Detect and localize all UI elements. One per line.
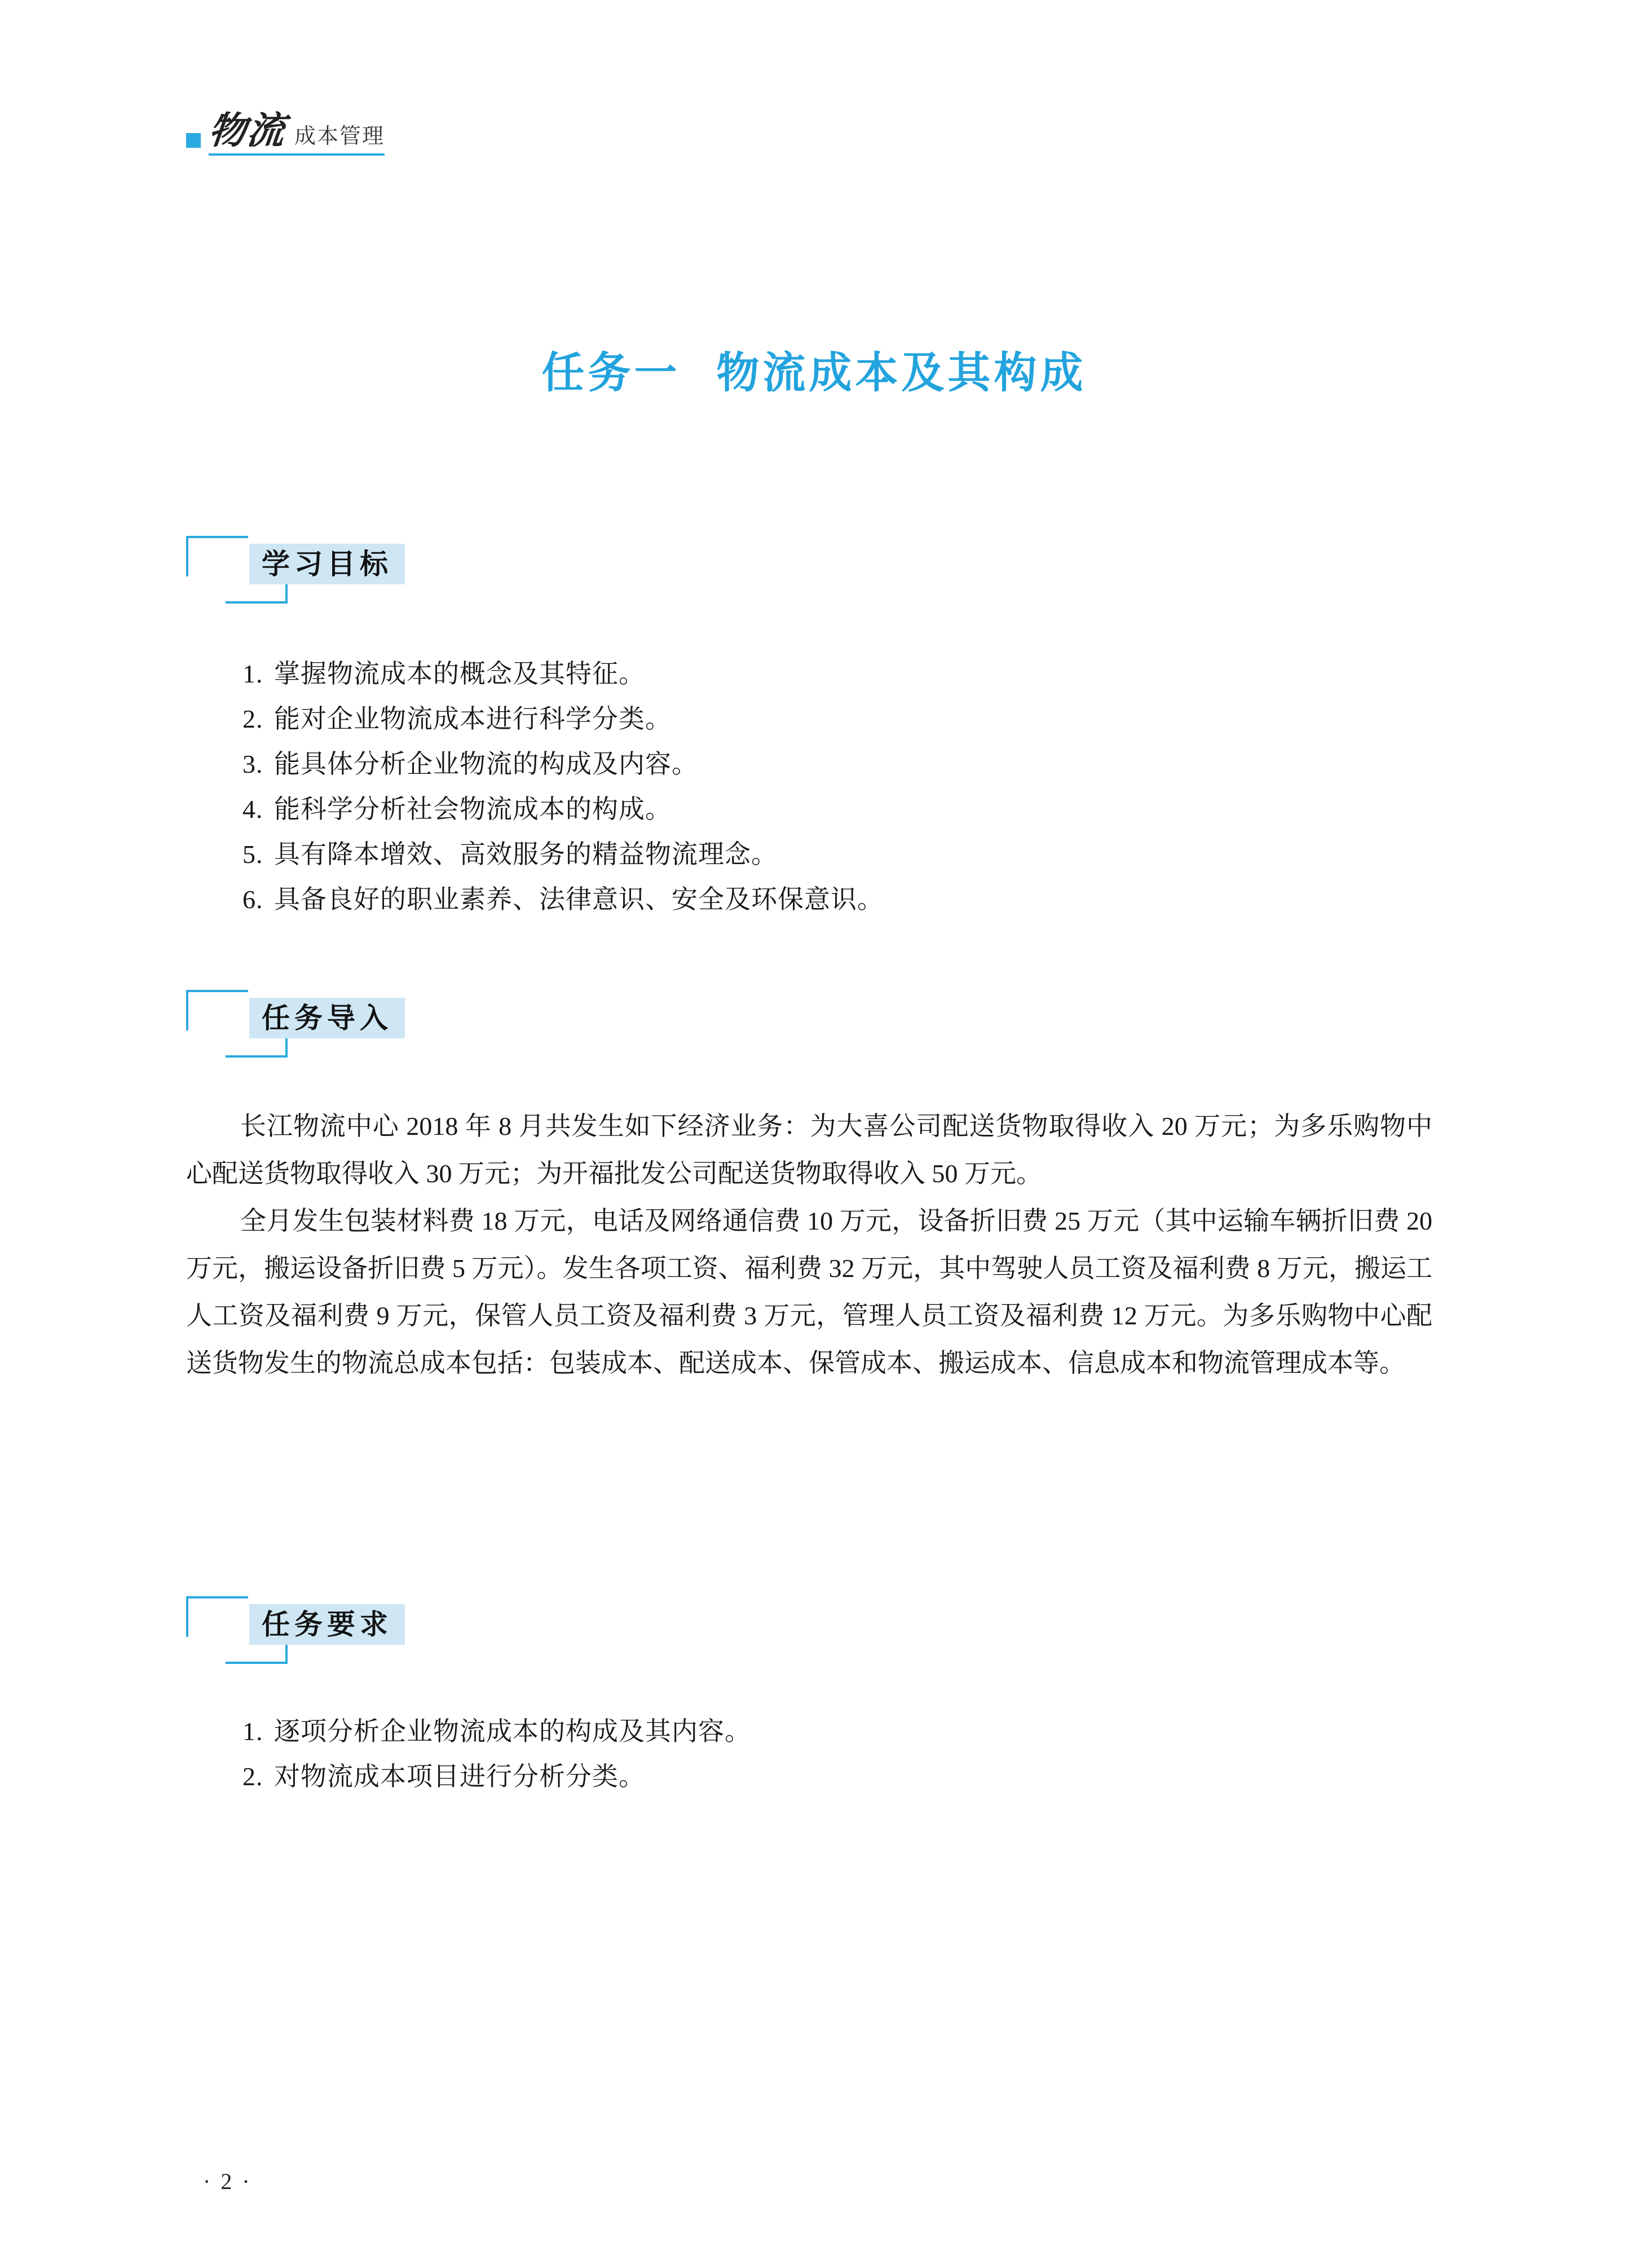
list-item — [242, 697, 884, 742]
section-heading-objectives — [186, 536, 479, 609]
list-item — [242, 1754, 751, 1799]
page-number: · 2 · — [203, 2169, 252, 2194]
section-heading-introduction — [186, 990, 479, 1063]
header-title-group — [206, 111, 385, 156]
objectives-list — [242, 651, 884, 922]
introduction-body — [186, 1103, 1432, 1387]
paragraph: 全月发生包装材料费 18 万元，电话及网络通信费 10 万元，设备折旧费 25 万元（其中运输车辆折旧费 20 万元，搬运设备折旧费 5 万元）。发生各项工资、福利费 32 万元，其中驾驶人员工资及福利费 8 万元，搬运工人工资及福利费 9 万元，保管人员工资及福利费 3 万元，管理人员工资及福利费 12 万元。为多乐购物中心配送货物发生的物流总成本包括：包装成本、配送成本、保管成本、搬运成本、信息成本和物流管理成本等。 — [186, 1206, 1432, 1377]
header-brush-title: 物流 — [206, 111, 288, 152]
list-item — [242, 742, 884, 787]
list-item-number: 6. — [242, 885, 263, 914]
list-item-text: 能对企业物流成本进行科学分类。 — [274, 704, 672, 733]
list-item-number: 4. — [242, 795, 263, 823]
task-number: 任务一 — [541, 350, 681, 397]
list-item-number: 2. — [242, 704, 263, 733]
section-heading-label: 任务导入 — [249, 998, 405, 1038]
list-item-number: 1. — [242, 1717, 263, 1746]
list-item — [242, 877, 884, 922]
list-item — [242, 651, 884, 697]
section-heading-label: 学习目标 — [249, 544, 405, 584]
list-item-number: 2. — [242, 1762, 263, 1791]
list-item-text: 掌握物流成本的概念及其特征。 — [274, 659, 645, 688]
list-item-number: 5. — [242, 840, 263, 869]
list-item-text: 对物流成本项目进行分析分类。 — [274, 1762, 645, 1791]
section-heading-label: 任务要求 — [249, 1604, 405, 1645]
list-item — [242, 832, 884, 877]
paragraph: 长江物流中心 2018 年 8 月共发生如下经济业务：为大喜公司配送货物取得收入 20 万元；为多乐购物中心配送货物取得收入 30 万元；为开福批发公司配送货物取得收入 50 万元。 — [186, 1112, 1432, 1188]
section-heading-requirements — [186, 1596, 479, 1670]
list-item-text: 能科学分析社会物流成本的构成。 — [274, 795, 672, 823]
list-item-number: 3. — [242, 750, 263, 778]
list-item — [242, 787, 884, 832]
page-title — [0, 338, 1628, 400]
list-item-number: 1. — [242, 659, 263, 688]
header-subtitle: 成本管理 — [294, 125, 385, 148]
list-item-text: 具有降本增效、高效服务的精益物流理念。 — [274, 840, 778, 869]
task-title-text: 物流成本及其构成 — [716, 350, 1087, 397]
list-item-text: 具备良好的职业素养、法律意识、安全及环保意识。 — [274, 885, 884, 914]
requirements-list — [242, 1709, 751, 1799]
list-item-text: 能具体分析企业物流的构成及内容。 — [274, 750, 698, 778]
list-item-text: 逐项分析企业物流成本的构成及其内容。 — [274, 1717, 751, 1746]
running-header — [186, 113, 385, 156]
list-item — [242, 1709, 751, 1754]
header-accent-square — [186, 133, 201, 148]
